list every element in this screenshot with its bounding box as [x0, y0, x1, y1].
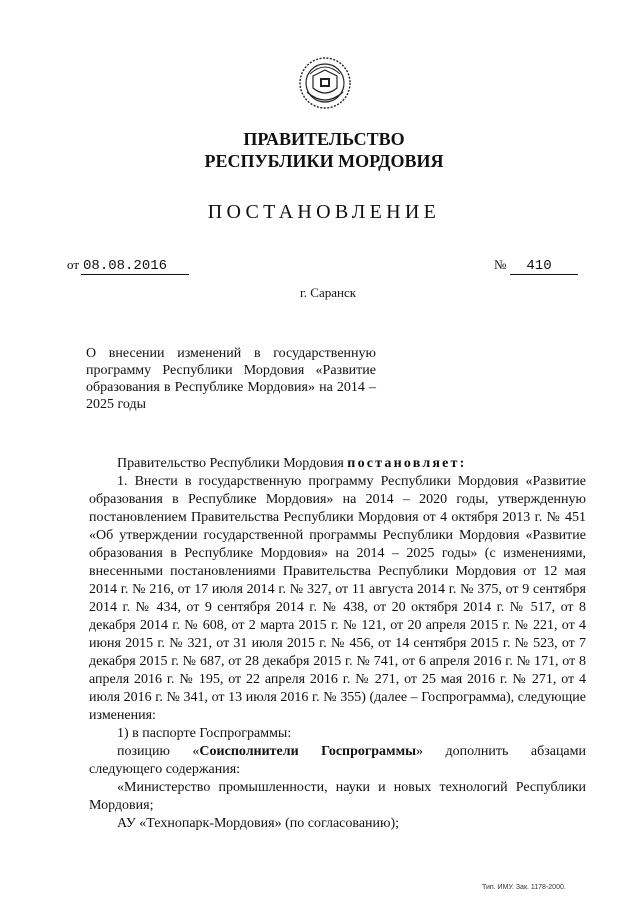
- decree-lead: Правительство Республики Мордовия: [117, 456, 348, 471]
- paragraph-3: [89, 743, 586, 779]
- paragraph-3-bold: Соисполнители Госпрограммы: [199, 744, 417, 759]
- number-prefix: №: [494, 257, 507, 272]
- print-footer: Тип. ИМУ. Зак. 1178-2000.: [482, 884, 566, 891]
- paragraph-5: АУ «Технопарк-Мордовия» (по согласованию);: [117, 816, 400, 831]
- decree-paragraph: [89, 455, 586, 473]
- document-date: [67, 257, 189, 275]
- coat-of-arms-icon: [298, 56, 352, 110]
- government-line-1: ПРАВИТЕЛЬСТВО: [243, 129, 405, 149]
- number-value: 410: [510, 258, 577, 275]
- document-body: [89, 455, 586, 833]
- date-value: 08.08.2016: [81, 258, 189, 275]
- paragraph-3-lead: позицию «: [117, 744, 200, 759]
- document-type: ПОСТАНОВЛЕНИЕ: [207, 201, 441, 223]
- paragraph-2: 1) в паспорте Госпрограммы:: [117, 726, 292, 741]
- decree-word: постановляет:: [347, 456, 467, 471]
- government-title: [0, 128, 640, 172]
- paragraph-3-tail: » дополнить абзацами следующего содержания:: [89, 744, 586, 777]
- city: г. Саранск: [299, 285, 357, 300]
- document-number: [494, 257, 578, 275]
- paragraph-4: «Министерство промышленности, науки и новых технологий Республики Мордовия;: [89, 780, 586, 813]
- document-subject: О внесении изменений в государственную программу Республики Мордовия «Развитие образования в Республике Мордовия» на 2014 – 2025 годы: [86, 346, 376, 412]
- date-prefix: от: [67, 257, 80, 272]
- government-line-2: РЕСПУБЛИКИ МОРДОВИЯ: [204, 151, 444, 171]
- paragraph-1: 1. Внести в государственную программу Республики Мордовия «Развитие образования в Республике Мордовия» на 2014 – 2020 годы, утвержденную постановлением Правительства Республики Мордовия от 4 октября 2013 г. № 451 «Об утверждении государственной программы Республики Мордовия «Развитие образования в Республике Мордовия» на 2014 – 2025 годы» (с изменениями, внесенными постановлениями Правительства Республики Мордовия от 12 мая 2014 г. № 216, от 17 июля 2014 г. № 327, от 11 августа 2014 г. № 375, от 9 сентября 2014 г. № 434, от 9 сентября 2014 г. № 438, от 20 октября 2014 г. № 517, от 8 декабря 2014 г. № 608, от 2 марта 2015 г. № 121, от 20 апреля 2015 г. № 221, от 4 июня 2015 г. № 321, от 31 июля 2015 г. № 456, от 14 сентября 2015 г. № 523, от 7 декабря 2015 г. № 687, от 28 декабря 2015 г. № 741, от 6 апреля 2016 г. № 171, от 8 апреля 2016 г. № 195, от 22 апреля 2016 г. № 271, от 25 мая 2016 г. № 271, от 4 июля 2016 г. № 341, от 13 июля 2016 г. № 355) (далее – Госпрограмма), следующие изменения:: [89, 474, 586, 723]
